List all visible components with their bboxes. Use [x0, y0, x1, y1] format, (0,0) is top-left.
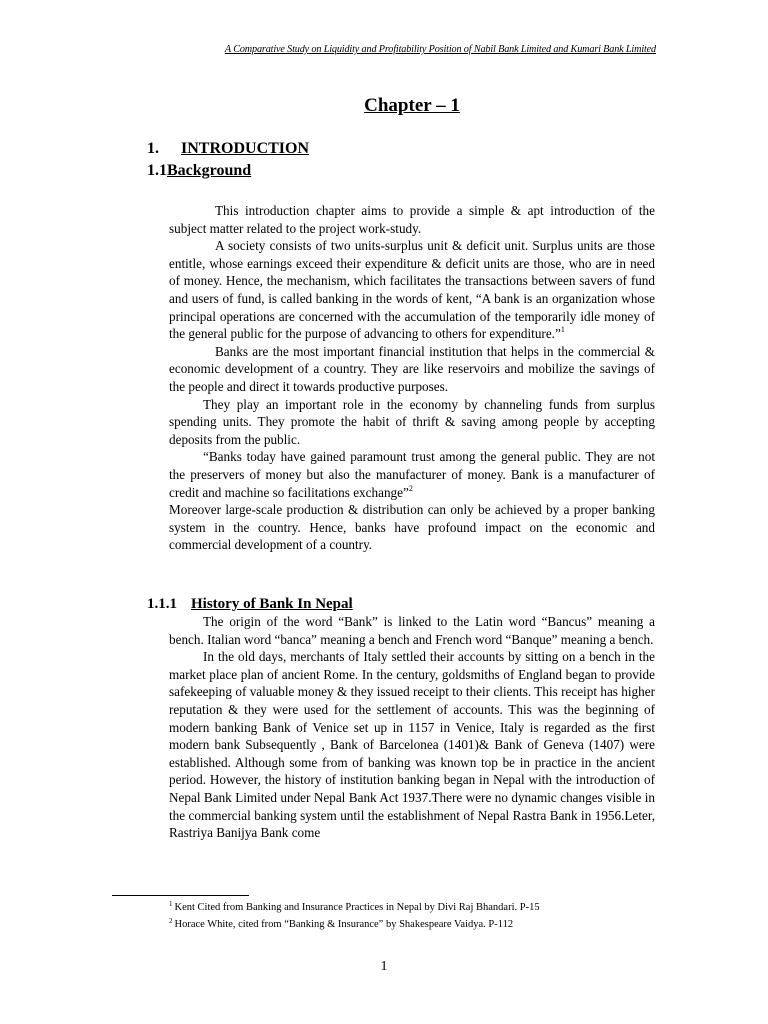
footnote-mark: 2	[169, 917, 173, 925]
chapter-title	[0, 95, 768, 117]
section-heading	[147, 140, 309, 158]
paragraph: Moreover large-scale production & distribution can only be achieved by a proper banking system in the country. Hence, banks have profound impact on the economic and commercial development of a country.	[169, 502, 655, 553]
paragraph: Banks are the most important financial institution that helps in the commercial & economic development of a country. They are like reservoirs and mobilize the savings of the people and direct it towards productive purposes.	[169, 343, 655, 394]
footnote	[169, 916, 540, 933]
section-number: 1.	[147, 140, 159, 157]
subsubsection-heading	[147, 596, 353, 613]
running-header: A Comparative Study on Liquidity and Profitability Position of Nabil Bank Limited and Kumari Bank Limited	[224, 44, 656, 55]
paragraph: They play an important role in the economy by channeling funds from surplus spending units. They promote the habit of thrift & saving among people by accepting deposits from the public.	[169, 396, 655, 447]
subsection-heading	[147, 162, 251, 180]
history-body	[169, 613, 655, 842]
section-title: INTRODUCTION	[181, 140, 310, 157]
chapter-title-text: Chapter – 1	[364, 95, 460, 116]
footnote	[169, 899, 540, 916]
footnote-text: Kent Cited from Banking and Insurance Practices in Nepal by Divi Raj Bhandari. P-15	[174, 902, 540, 913]
footnote-ref: 1	[560, 325, 565, 335]
footnote-separator	[112, 895, 249, 896]
page-number: 1	[380, 959, 388, 974]
footnotes	[169, 899, 540, 933]
subsection-number: 1.1	[147, 162, 167, 179]
subsubsection-title: History of Bank In Nepal	[191, 596, 353, 612]
subsubsection-number: 1.1.1	[147, 596, 177, 612]
footnote-text: Horace White, cited from “Banking & Insurance” by Shakespeare Vaidya. P-112	[174, 919, 514, 930]
paragraph: The origin of the word “Bank” is linked to the Latin word “Bancus” meaning a bench. Italian word “banca” meaning a bench and French word “Banque” meaning a bench.	[169, 614, 655, 647]
footnote-ref: 2	[408, 483, 413, 493]
paragraph: In the old days, merchants of Italy settled their accounts by sitting on a bench in the market place plan of ancient Rome. In the century, goldsmiths of England began to provide safekeeping of valuable money & they issued receipt to their clients. This receipt has higher reputation & they were used for the settlement of accounts. This was the beginning of modern banking Bank of Venice set up in 1157 in Venice, Italy is regarded as the first modern bank Subsequently , Bank of Barcelonea (1401)& Bank of Geneva (1407) were established. Although some from of banking was known top be in practice in the ancient period. However, the history of institution banking began in Nepal with the introduction of Nepal Bank Limited under Nepal Bank Act 1937.There were no dynamic changes visible in the commercial banking system until the establishment of Nepal Rastra Bank in 1956.Leter, Rastriya Banijya Bank come	[169, 649, 655, 841]
subsection-title: Background	[167, 162, 252, 179]
paragraph: This introduction chapter aims to provide a simple & apt introduction of the subject matter related to the project work-study.	[169, 203, 655, 236]
footnote-mark: 1	[169, 900, 173, 908]
paragraph: “Banks today have gained paramount trust among the general public. They are not the preservers of money but also the manufacturer of money. Bank is a manufacturer of credit and machine so facilitations exchange”$^2$	[169, 449, 655, 500]
paragraph: A society consists of two units-surplus unit & deficit unit. Surplus units are those entitle, whose earnings exceed their expenditure & deficit units are those, who are in need of money. Hence, the mechanism, which facilitates the transactions between savers of fund and users of fund, is called banking in the words of kent, “A bank is an organization whose principal operations are concerned with the accumulation of the temporarily idle money of the general public for the purpose of advancing to others for expenditure.”$^1$	[169, 238, 655, 342]
background-body	[169, 202, 655, 554]
